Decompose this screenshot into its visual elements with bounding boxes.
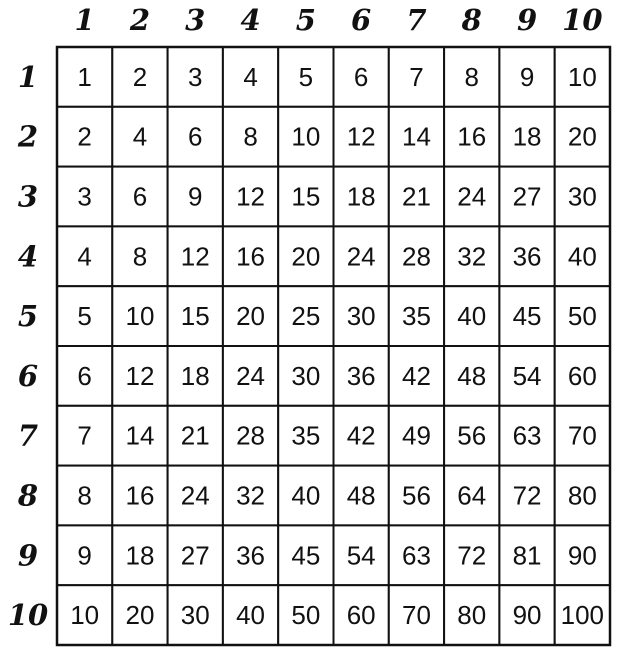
column-header: 3 <box>185 3 206 37</box>
cell-value: 8 <box>77 480 92 511</box>
column-header: 7 <box>406 3 427 37</box>
cell-value: 28 <box>401 241 431 272</box>
column-header: 6 <box>351 3 372 37</box>
column-header: 1 <box>74 3 95 37</box>
row-header: 5 <box>17 299 39 334</box>
cell-value: 16 <box>125 480 155 511</box>
cell-value: 2 <box>132 61 148 92</box>
column-header: 9 <box>516 3 538 37</box>
cell-value: 12 <box>346 121 376 152</box>
cell-value: 35 <box>291 420 321 451</box>
cell-value: 16 <box>457 121 487 152</box>
cell-value: 63 <box>401 540 431 571</box>
cell-value: 24 <box>236 360 266 391</box>
cell-value: 42 <box>346 420 376 451</box>
cell-value: 10 <box>567 61 597 92</box>
cell-value: 28 <box>236 420 266 451</box>
cell-value: 30 <box>346 301 376 332</box>
cell-value: 20 <box>567 121 597 152</box>
cell-value: 25 <box>291 301 321 332</box>
cell-value: 72 <box>457 540 487 571</box>
cell-value: 48 <box>346 480 376 511</box>
cell-value: 4 <box>77 241 92 272</box>
cell-value: 50 <box>291 600 321 631</box>
cell-value: 18 <box>346 181 376 212</box>
cell-value: 64 <box>457 480 487 511</box>
cell-value: 1 <box>77 61 92 92</box>
cell-value: 20 <box>125 600 155 631</box>
table-row <box>57 406 610 466</box>
table-row <box>57 167 610 227</box>
cell-value: 36 <box>346 360 376 391</box>
cell-value: 5 <box>77 301 92 332</box>
cell-value: 63 <box>512 420 542 451</box>
row-header: 9 <box>17 538 39 573</box>
cell-value: 7 <box>77 420 92 451</box>
cell-value: 8 <box>132 241 148 272</box>
cell-value: 60 <box>346 600 376 631</box>
cell-value: 12 <box>180 241 210 272</box>
cell-value: 42 <box>401 360 431 391</box>
column-header: 10 <box>562 3 603 37</box>
table-row <box>57 107 610 167</box>
cell-value: 12 <box>125 360 155 391</box>
cell-value: 45 <box>512 301 542 332</box>
cell-value: 10 <box>125 301 155 332</box>
column-headers <box>75 3 603 37</box>
row-header: 10 <box>7 598 49 633</box>
cell-value: 80 <box>567 480 597 511</box>
row-header: 3 <box>17 179 39 214</box>
cell-value: 18 <box>125 540 155 571</box>
cell-value: 9 <box>188 181 203 212</box>
cell-value: 40 <box>291 480 321 511</box>
table-row <box>57 525 610 585</box>
cell-value: 35 <box>401 301 431 332</box>
cell-value: 24 <box>346 241 376 272</box>
cell-value: 100 <box>560 600 605 631</box>
cell-value: 30 <box>567 181 597 212</box>
cell-value: 10 <box>291 121 321 152</box>
cell-value: 36 <box>512 241 542 272</box>
row-header: 8 <box>17 478 39 513</box>
cell-value: 12 <box>236 181 266 212</box>
cell-value: 32 <box>457 241 487 272</box>
cell-value: 40 <box>236 600 266 631</box>
cell-value: 32 <box>236 480 266 511</box>
table-row <box>57 286 610 346</box>
column-header: 5 <box>295 3 316 37</box>
cell-value: 50 <box>567 301 597 332</box>
table-grid <box>57 47 610 645</box>
cell-value: 6 <box>188 121 203 152</box>
table-row <box>57 47 610 107</box>
cell-value: 80 <box>457 600 487 631</box>
cell-value: 81 <box>512 540 542 571</box>
cell-value: 56 <box>457 420 487 451</box>
table-row <box>57 346 610 406</box>
cell-value: 30 <box>291 360 321 391</box>
cell-value: 21 <box>180 420 210 451</box>
cell-value: 70 <box>401 600 431 631</box>
cell-value: 54 <box>512 360 542 391</box>
cell-value: 14 <box>401 121 431 152</box>
row-header: 7 <box>17 418 39 453</box>
cell-value: 16 <box>236 241 266 272</box>
table-row <box>57 585 610 645</box>
cell-value: 6 <box>353 61 369 92</box>
row-header: 2 <box>17 119 39 154</box>
cell-value: 72 <box>512 480 542 511</box>
cell-value: 30 <box>180 600 210 631</box>
cell-value: 6 <box>77 360 92 391</box>
table-row <box>57 466 610 526</box>
cell-value: 70 <box>567 420 597 451</box>
cell-value: 45 <box>291 540 321 571</box>
cell-value: 21 <box>401 181 431 212</box>
cell-value: 15 <box>180 301 210 332</box>
cell-value: 18 <box>180 360 210 391</box>
cell-value: 7 <box>409 61 424 92</box>
cell-value: 48 <box>457 360 487 391</box>
column-header: 8 <box>461 3 482 37</box>
cell-value: 49 <box>401 420 431 451</box>
column-header: 2 <box>129 3 151 37</box>
cell-value: 27 <box>512 181 542 212</box>
cell-value: 8 <box>464 61 479 92</box>
cell-value: 3 <box>188 61 203 92</box>
row-header: 6 <box>17 358 39 393</box>
cell-value: 40 <box>567 241 597 272</box>
cell-value: 24 <box>457 181 487 212</box>
cell-value: 2 <box>77 121 92 152</box>
cell-value: 27 <box>180 540 210 571</box>
cell-value: 56 <box>401 480 431 511</box>
row-header: 4 <box>17 239 39 274</box>
cell-value: 40 <box>457 301 487 332</box>
row-header: 1 <box>17 59 39 94</box>
cell-value: 4 <box>132 121 148 152</box>
cell-value: 15 <box>291 181 321 212</box>
cell-value: 90 <box>567 540 597 571</box>
column-header: 4 <box>240 3 261 37</box>
table-row <box>57 226 610 286</box>
cell-value: 3 <box>77 181 92 212</box>
cell-value: 6 <box>132 181 148 212</box>
cell-value: 4 <box>243 61 258 92</box>
cell-value: 5 <box>298 61 314 92</box>
cell-value: 54 <box>346 540 376 571</box>
cell-value: 90 <box>512 600 542 631</box>
cell-value: 9 <box>519 61 535 92</box>
cell-value: 14 <box>125 420 155 451</box>
cell-value: 20 <box>236 301 266 332</box>
cell-value: 9 <box>77 540 92 571</box>
cell-value: 60 <box>567 360 597 391</box>
cell-value: 24 <box>180 480 210 511</box>
row-headers <box>8 60 48 632</box>
cell-value: 10 <box>70 600 100 631</box>
cell-value: 8 <box>243 121 258 152</box>
cell-value: 20 <box>291 241 321 272</box>
cell-value: 18 <box>512 121 542 152</box>
cell-value: 36 <box>236 540 266 571</box>
